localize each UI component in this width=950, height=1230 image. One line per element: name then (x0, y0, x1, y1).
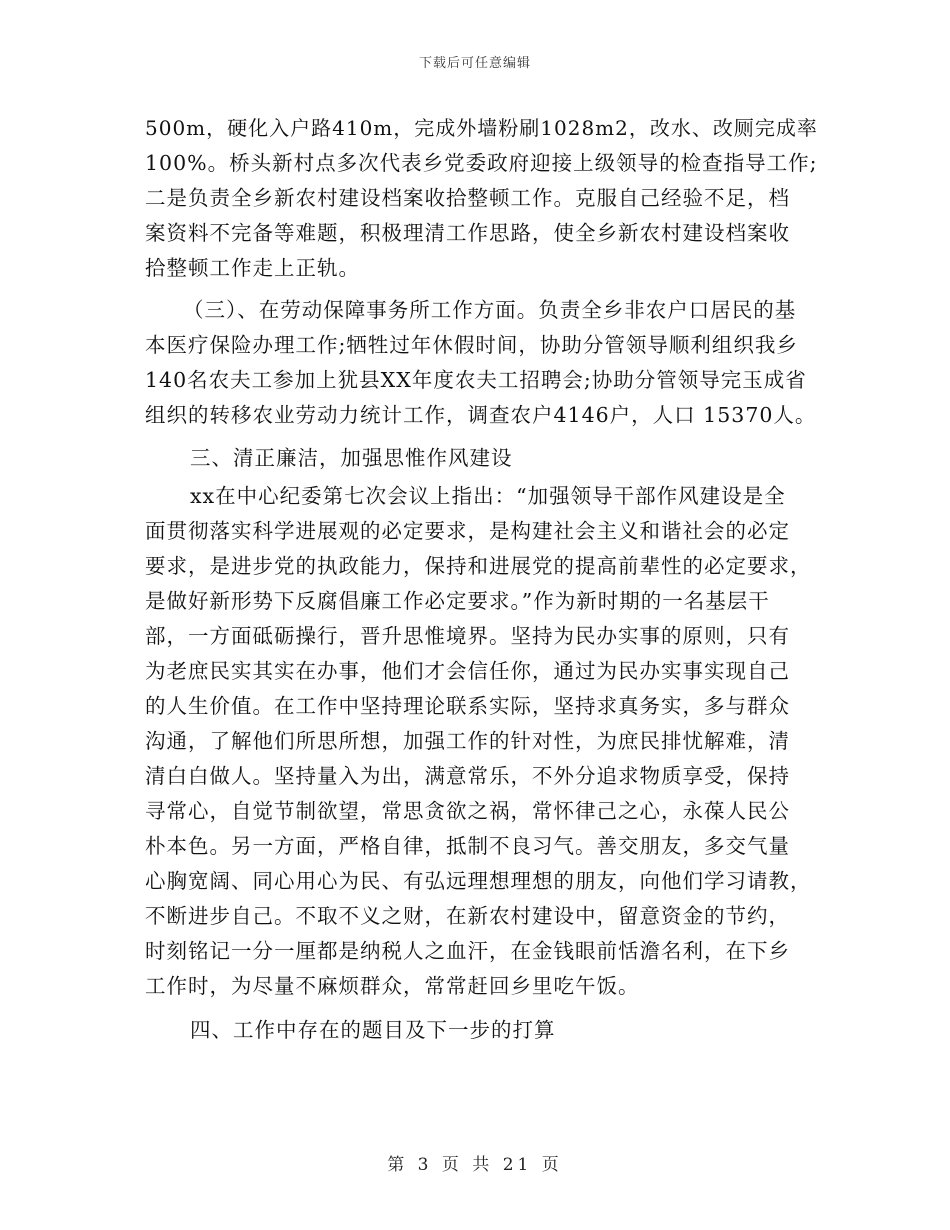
section-heading: 四、工作中存在的题目及下一步的打算 (190, 1018, 556, 1042)
body-line: 清白白做人。坚持量入为出，满意常乐，不外分追求物质享受，保持 (145, 764, 790, 788)
body-line: 100%。桥头新村点多次代表乡党委政府迎接上级领导的检查指导工作; (145, 151, 818, 175)
body-line: 不断进步自己。不取不义之财，在新农村建设中，留意资金的节约， (145, 904, 790, 928)
body-line: 本医疗保险办理工作;牺牲过年休假时间，协助分管领导顺利组织我乡 (145, 333, 798, 357)
body-line: 是做好新形势下反腐倡廉工作必定要求。”作为新时期的一名基层干 (145, 589, 770, 613)
body-line: 二是负责全乡新农村建设档案收拾整顿工作。克服自己经验不足，档 (145, 186, 790, 210)
body-line: 拾整顿工作走上正轨。 (145, 256, 360, 280)
body-line: 寻常心，自觉节制欲望，常思贪欲之祸，常怀律己之心，永葆人民公 (145, 799, 790, 823)
body-line: 500m，硬化入户路410m，完成外墙粉刷1028m2，改水、改厕完成率 (145, 116, 818, 140)
body-line: xx在中心纪委第七次会议上指出：“加强领导干部作风建设是全 (190, 484, 786, 508)
page-header: 下载后可任意编辑 (418, 56, 531, 71)
body-line: 组织的转移农业劳动力统计工作，调查农户4146户，人口 15370人。 (145, 403, 817, 427)
body-line: 面贯彻落实科学进展观的必定要求，是构建社会主义和谐社会的必定 (145, 519, 790, 543)
section-heading: 三、清正廉洁，加强思惟作风建设 (190, 446, 513, 470)
body-line: 要求，是进步党的执政能力，保持和进展党的提高前辈性的必定要求， (145, 554, 812, 578)
body-line: 工作时，为尽量不麻烦群众，常常赶回乡里吃午饭。 (145, 974, 640, 998)
body-line: 时刻铭记一分一厘都是纳税人之血汗，在金钱眼前恬澹名利，在下乡 (145, 939, 790, 963)
body-line: 140名农夫工参加上犹县XX年度农夫工招聘会;协助分管领导完玉成省 (145, 368, 807, 392)
body-line: （三）、在劳动保障事务所工作方面。负责全乡非农户口居民的基 (183, 298, 797, 322)
body-line: 沟通，了解他们所思所想，加强工作的针对性，为庶民排忧解难，清 (145, 729, 790, 753)
body-line: 心胸宽阔、同心用心为民、有弘远理想理想的朋友，向他们学习请教， (145, 869, 812, 893)
body-line: 的人生价值。在工作中坚持理论联系实际，坚持求真务实，多与群众 (145, 694, 790, 718)
page-footer: 第 3 页 共 21 页 (387, 1155, 563, 1175)
body-line: 案资料不完备等难题，积极理清工作思路，使全乡新农村建设档案收 (145, 221, 790, 245)
body-line: 为老庶民实其实在办事，他们才会信任你，通过为民办实事实现自己 (145, 659, 790, 683)
body-line: 部，一方面砥砺操行，晋升思惟境界。坚持为民办实事的原则，只有 (145, 624, 790, 648)
body-line: 朴本色。另一方面，严格自律，抵制不良习气。善交朋友，多交气量 (145, 834, 790, 858)
